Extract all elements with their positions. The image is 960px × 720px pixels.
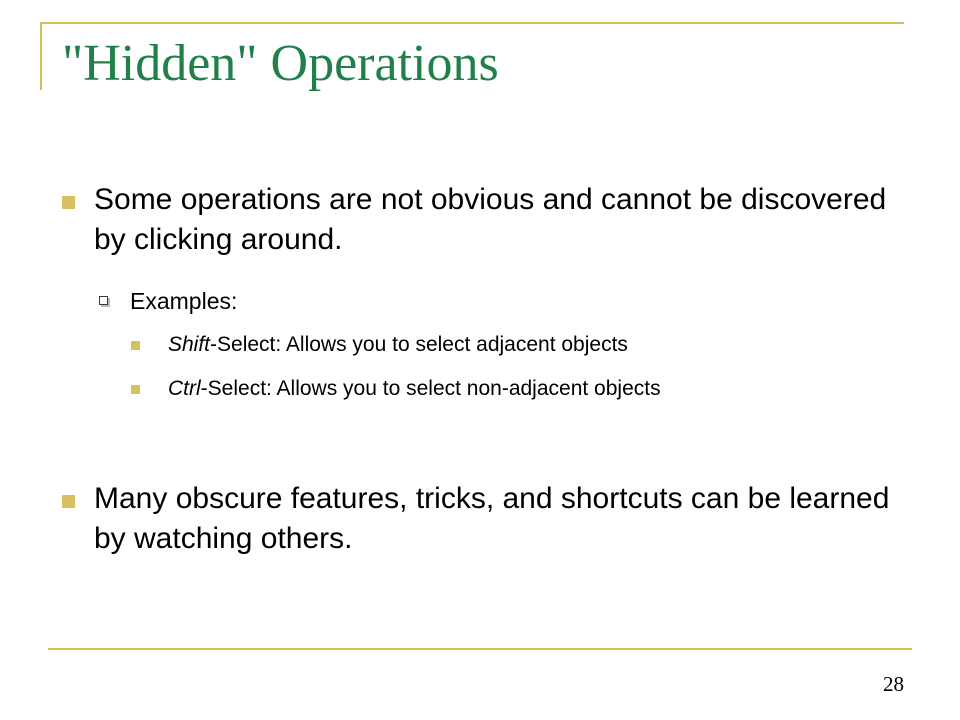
- shortcut-key: Shift: [168, 333, 211, 356]
- checkbox-bullet-icon: [99, 296, 108, 305]
- square-bullet-icon: [131, 341, 140, 350]
- bottom-rule: [48, 648, 912, 650]
- slide-number: 28: [883, 672, 904, 696]
- example-text: -Select: Allows you to select non-adjacent objects: [200, 377, 661, 400]
- bullet-text: Many obscure features, tricks, and shortcuts can be learned by watching others.: [94, 482, 890, 555]
- square-bullet-icon: [62, 495, 75, 508]
- slide-title: "Hidden" Operations: [62, 35, 499, 92]
- square-bullet-icon: [131, 385, 140, 394]
- square-bullet-icon: [62, 196, 75, 209]
- sub-bullet-text: Examples:: [130, 288, 238, 314]
- sub-bullet-item: [130, 286, 890, 316]
- bullet-item: [94, 479, 894, 559]
- bullet-text: Some operations are not obvious and cannot be discovered by clicking around.: [94, 183, 887, 256]
- example-item: [168, 375, 908, 403]
- example-item: [168, 331, 908, 359]
- shortcut-key: Ctrl: [168, 377, 201, 400]
- bullet-item: [94, 180, 894, 260]
- example-text: -Select: Allows you to select adjacent objects: [210, 333, 628, 356]
